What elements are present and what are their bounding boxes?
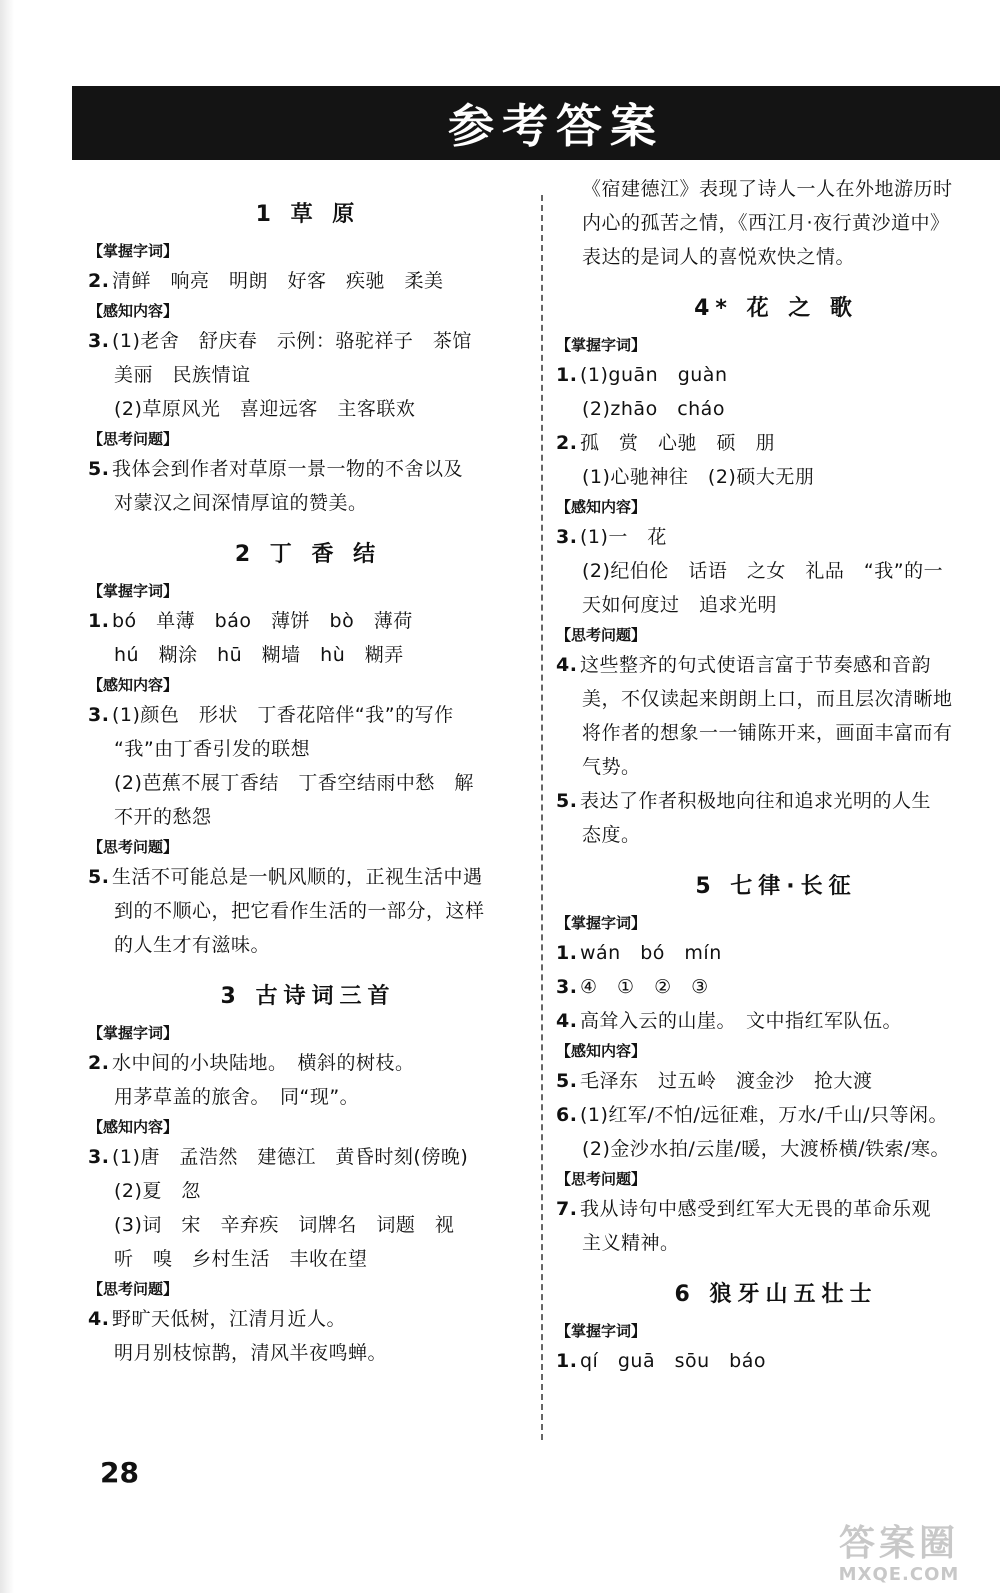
answer-text: (1)颜色 形状 丁香花陪伴“我”的写作: [112, 704, 454, 726]
answer-continuation: 内心的孤苦之情，《西江月·夜行黄沙道中》: [582, 212, 950, 234]
answer-number: 5.: [556, 1070, 578, 1092]
answer-text: 孤 赏 心驰 硕 朋: [580, 432, 776, 454]
answer-text: 清鲜 响亮 明朗 好客 疾驰 柔美: [112, 270, 444, 292]
section-label: 【感知内容】: [556, 498, 647, 516]
answer-text: qí guā sōu báo: [580, 1350, 766, 1372]
answer-text: wán bó mín: [580, 942, 722, 964]
answer-number: 1.: [556, 942, 578, 964]
answer-continuation: “我”由丁香引发的联想: [114, 738, 311, 760]
answer-continuation: 《宿建德江》表现了诗人一人在外地游历时: [582, 178, 953, 200]
answer-number: 4.: [556, 1010, 578, 1032]
section-label: 【掌握字词】: [556, 914, 647, 932]
answer-item: [556, 1344, 996, 1378]
answer-number: 3.: [88, 330, 110, 352]
section-label: 【思考问题】: [556, 1170, 647, 1188]
answer-item: [556, 648, 996, 682]
answer-number: 2.: [88, 270, 110, 292]
answer-text: 生活不可能总是一帆风顺的，正视生活中遇: [112, 866, 483, 888]
answer-item: [556, 520, 996, 554]
answer-text: (1)老舍 舒庆春 示例：骆驼祥子 茶馆: [112, 330, 472, 352]
section-label: 【思考问题】: [88, 838, 179, 856]
answer-item: [88, 860, 528, 894]
answer-text: (1)一 花: [580, 526, 667, 548]
answer-text: (1)guān guàn: [580, 364, 728, 386]
answer-item: [556, 1098, 996, 1132]
answer-continuation: (3)词 宋 辛弃疾 词牌名 词题 视: [114, 1214, 455, 1236]
answer-continuation: 明月别枝惊鹊，清风半夜鸣蝉。: [114, 1342, 388, 1364]
answer-text: 这些整齐的句式使语言富于节奏感和音韵: [580, 654, 932, 676]
answer-continuation: (1)心驰神往 (2)硕大无朋: [582, 466, 815, 488]
answer-continuation: 表达的是词人的喜悦欢快之情。: [582, 246, 856, 268]
column-divider: [541, 195, 543, 1440]
answer-text: (1)红军/不怕/远征难，万水/千山/只等闲。: [580, 1104, 949, 1126]
watermark-url: MXQE.COM: [838, 1564, 960, 1585]
answer-continuation: (2)金沙水拍/云崖/暖，大渡桥横/铁索/寒。: [582, 1138, 951, 1160]
answer-number: 7.: [556, 1198, 578, 1220]
answer-continuation: 的人生才有滋味。: [114, 934, 271, 956]
answer-text: (1)唐 孟浩然 建德江 黄昏时刻(傍晚): [112, 1146, 469, 1168]
section-label: 【感知内容】: [88, 676, 179, 694]
answer-number: 3.: [88, 1146, 110, 1168]
answer-item: [556, 1192, 996, 1226]
answer-text: 野旷天低树，江清月近人。: [112, 1308, 347, 1330]
section-label: 【掌握字词】: [88, 582, 179, 600]
answer-number: 2.: [88, 1052, 110, 1074]
answer-item: [556, 358, 996, 392]
section-label: 【思考问题】: [88, 1280, 179, 1298]
answer-continuation: 态度。: [582, 824, 641, 846]
watermark-logo: 答案圈: [838, 1523, 959, 1564]
section-label: 【掌握字词】: [556, 1322, 647, 1340]
answer-item: [556, 936, 996, 970]
answer-number: 2.: [556, 432, 578, 454]
answer-number: 3.: [88, 704, 110, 726]
answer-number: 1.: [556, 364, 578, 386]
answer-continuation: 气势。: [582, 756, 641, 778]
answer-item: [88, 324, 528, 358]
answer-item: [88, 1140, 528, 1174]
answer-text: 水中间的小块陆地。 横斜的树枝。: [112, 1052, 415, 1074]
page-number: 28: [100, 1456, 139, 1489]
page-edge-shadow: [0, 0, 14, 1593]
answer-text: bó 单薄 báo 薄饼 bò 薄荷: [112, 610, 413, 632]
answer-item: [88, 1302, 528, 1336]
answer-continuation: 将作者的想象一一铺陈开来，画面丰富而有: [582, 722, 953, 744]
answer-continuation: (2)草原风光 喜迎远客 主客联欢: [114, 398, 416, 420]
answer-continuation: (2)芭蕉不展丁香结 丁香空结雨中愁 解: [114, 772, 474, 794]
answer-continuation: 美丽 民族情谊: [114, 364, 251, 386]
answer-text: 我从诗句中感受到红军大无畏的革命乐观: [580, 1198, 932, 1220]
answer-continuation: (2)纪伯伦 话语 之女 礼品 “我”的一: [582, 560, 944, 582]
answer-continuation: 不开的愁怨: [114, 806, 212, 828]
section-label: 【掌握字词】: [556, 336, 647, 354]
lesson-title: 1 草 原: [255, 202, 361, 227]
section-label: 【感知内容】: [88, 1118, 179, 1136]
answer-number: 5.: [556, 790, 578, 812]
answer-continuation: (2)zhāo cháo: [582, 398, 725, 420]
answer-continuation: 对蒙汉之间深情厚谊的赞美。: [114, 492, 368, 514]
answer-number: 3.: [556, 526, 578, 548]
answer-item: [556, 1004, 996, 1038]
answer-continuation: 用茅草盖的旅舍。 同“现”。: [114, 1086, 360, 1108]
answer-continuation: 听 嗅 乡村生活 丰收在望: [114, 1248, 368, 1270]
answer-continuation: 美，不仅读起来朗朗上口，而且层次清晰地: [582, 688, 953, 710]
answer-text: 毛泽东 过五岭 渡金沙 抢大渡: [580, 1070, 873, 1092]
left-column: [88, 180, 528, 1370]
lesson-title: 6 狼牙山五壮士: [674, 1282, 878, 1307]
section-label: 【感知内容】: [556, 1042, 647, 1060]
section-label: 【掌握字词】: [88, 242, 179, 260]
answer-continuation: 到的不顺心，把它看作生活的一部分，这样: [114, 900, 485, 922]
answer-item: [556, 970, 996, 1004]
answer-item: [88, 264, 528, 298]
lesson-title: 4* 花 之 歌: [694, 296, 858, 321]
answer-continuation: 主义精神。: [582, 1232, 680, 1254]
lesson-title: 5 七律·长征: [695, 874, 857, 899]
answer-continuation: (2)夏 忽: [114, 1180, 201, 1202]
answer-number: 3.: [556, 976, 578, 998]
right-column: [556, 172, 996, 1378]
section-label: 【掌握字词】: [88, 1024, 179, 1042]
watermark: [804, 1524, 994, 1585]
section-label: 【思考问题】: [556, 626, 647, 644]
answer-item: [88, 604, 528, 638]
answer-number: 1.: [556, 1350, 578, 1372]
answer-item: [88, 698, 528, 732]
answer-item: [88, 452, 528, 486]
section-label: 【思考问题】: [88, 430, 179, 448]
answer-item: [556, 1064, 996, 1098]
section-label: 【感知内容】: [88, 302, 179, 320]
lesson-title: 3 古诗词三首: [220, 984, 396, 1009]
answer-item: [556, 426, 996, 460]
answer-number: 1.: [88, 610, 110, 632]
answer-number: 6.: [556, 1104, 578, 1126]
answer-text: 表达了作者积极地向往和追求光明的人生: [580, 790, 932, 812]
answer-item: [88, 1046, 528, 1080]
answer-number: 4.: [88, 1308, 110, 1330]
answer-text: ④ ① ② ③: [580, 976, 709, 998]
lesson-title: 2 丁 香 结: [234, 542, 382, 567]
answer-item: [556, 784, 996, 818]
answer-text: 我体会到作者对草原一景一物的不舍以及: [112, 458, 464, 480]
answer-number: 5.: [88, 866, 110, 888]
answer-number: 4.: [556, 654, 578, 676]
answer-number: 5.: [88, 458, 110, 480]
page-title: 参考答案: [448, 99, 664, 153]
page-header-banner: [72, 86, 1000, 160]
answer-continuation: 天如何度过 追求光明: [582, 594, 778, 616]
answer-continuation: hú 糊涂 hū 糊墙 hù 糊弄: [114, 644, 404, 666]
answer-text: 高耸入云的山崖。 文中指红军队伍。: [580, 1010, 903, 1032]
